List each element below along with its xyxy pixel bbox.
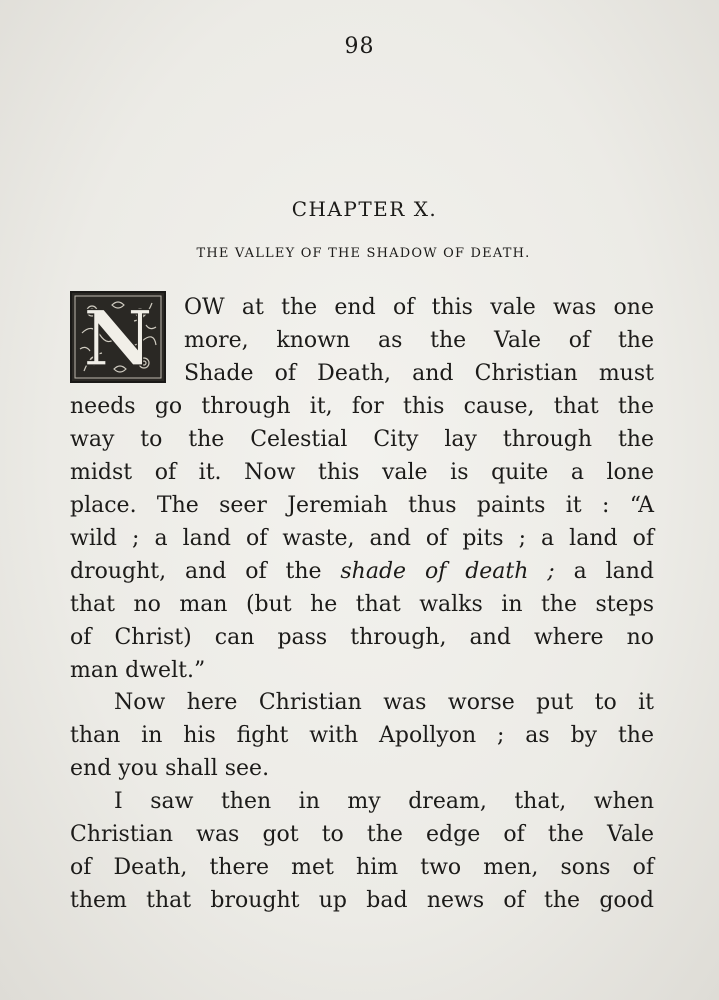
text-line: place. The seer Jeremiah thus paints it : “A — [70, 493, 654, 518]
text-line: I saw then in my dream, that, when — [114, 789, 654, 814]
text-line: Shade of Death, and Christian must — [184, 361, 654, 386]
text-line: them that brought up bad news of the good — [70, 888, 654, 913]
italic-phrase: shade of death ; — [340, 559, 555, 584]
paragraph-1 — [70, 291, 654, 687]
text-line: of Christ) can pass through, and where no — [70, 625, 654, 650]
text-line: wild ; a land of waste, and of pits ; a land of — [70, 526, 654, 551]
text-line: than in his fight with Apollyon ; as by the — [70, 723, 654, 748]
text-line: needs go through it, for this cause, that the — [70, 394, 654, 419]
drop-cap-letter: N — [83, 294, 153, 381]
text-line: end you shall see. — [70, 756, 270, 781]
text-line: OW at the end of this vale was one — [184, 295, 654, 320]
chapter-subtitle: THE VALLEY OF THE SHADOW OF DEATH. — [196, 246, 531, 261]
paragraph-3 — [70, 785, 654, 917]
text-line: midst of it. Now this vale is quite a lone — [70, 460, 654, 485]
text-line: that no man (but he that walks in the steps — [70, 592, 654, 617]
text-line: way to the Celestial City lay through the — [70, 427, 654, 452]
text-line: Now here Christian was worse put to it — [114, 690, 654, 715]
text-line-with-italic — [70, 555, 654, 588]
paragraph-2 — [70, 686, 654, 785]
page-number: 98 — [344, 34, 375, 59]
text-line: of Death, there met him two men, sons of — [70, 855, 654, 880]
text-line: man dwelt.” — [70, 658, 206, 683]
text-line: more, known as the Vale of the — [184, 328, 654, 353]
text-line: Christian was got to the edge of the Vale — [70, 822, 654, 847]
chapter-title: CHAPTER X. — [291, 197, 438, 221]
text-segment: a land — [573, 559, 654, 584]
text-segment: drought, and of the — [70, 559, 322, 584]
